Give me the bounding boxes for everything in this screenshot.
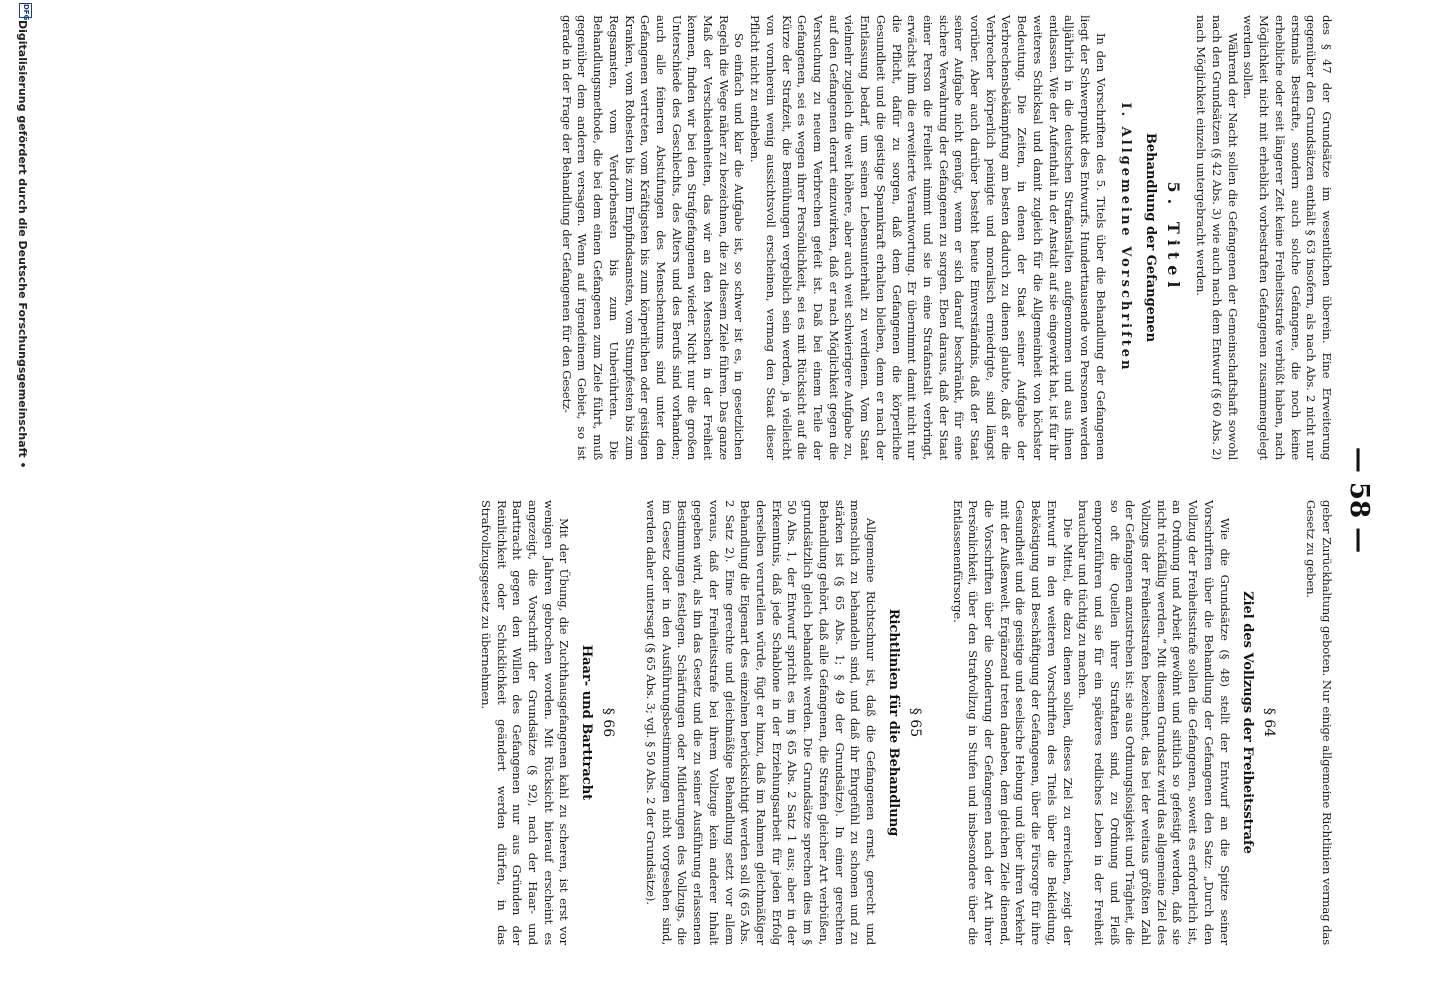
section-65-paragraph: Allgemeine Richtschnur ist, daß die Gefangenen ernst, gerecht und menschlich zu behandeln sind, und daß ihr Ehrgefühl zu schonen und zu stärken ist (§ 65 Abs. 1; § 49 der Grundsätze). In einer gerechten Behandlung gehört, daß alle Gefangenen, die Strafen gleicher Art verbüßen, grundsätzlich gleich behandelt werden. Die Grundsätze sprechen dies im § 50 Abs. 1, der Entwurf spricht es im § 65 Abs. 2 Satz 1 aus; aber in der Erkenntnis, daß jede Schablone in der Erziehungsarbeit für jeden Erfolg derselben verurteilen würde, fügt er hinzu, daß im Rahmen gleichmäßiger Behandlung die Eigenart des einzelnen berücksichtigt werden soll (§ 65 Abs. 2 Satz 2). Eine gerechte und gleichmäßige Behandlung setzt vor allem voraus, daß der Freiheitsstrafe bei ihrem Vollzuge kein anderer Inhalt gegeben wird, als ihn das Gesetz und die zu seiner Ausführung erlassenen Bestimmungen festlegen. Schärfungen oder Milderungen des Vollzugs, die im Gesetz oder in den Ausführungsbestimmungen nicht vorgesehen sind, werden daher untersagt (§ 65 Abs. 3; vgl. § 50 Abs. 2 der Grundsätze). (644, 500, 878, 945)
part-heading: I. Allgemeine Vorschriften (1117, 102, 1133, 373)
right-column (558, 15, 1334, 460)
title-subheading: Behandlung der Gefangenen (1142, 132, 1158, 343)
section-65-title: Richtlinien für die Behandlung (885, 608, 901, 837)
dfg-logo: DFG (19, 3, 32, 18)
section-64-title: Ziel des Vollzugs der Freiheitsstrafe (1239, 591, 1255, 854)
section-66-title: Haar- und Barttracht (579, 644, 595, 801)
section-65-number: § 65 (906, 707, 923, 738)
title-heading: 5. Titel (1163, 181, 1183, 294)
section-66-paragraph: Mit der Übung, die Zuchthausgefangenen kahl zu scheren, ist erst vor wenigen Jahren gebrochen worden. Mit Rücksicht hierauf erscheint es angezeigt, die Vorschrift der Grundsätze (§ 92), nach der Haar- und Barttracht gegen den Willen des Gefangenen nur aus Gründen der Reinlichkeit oder Schicklichkeit geändert werden dürfen, in das Strafvollzugsgesetz zu übernehmen. (478, 500, 572, 945)
body-paragraph: In den Vorschriften des 5. Titels über die Behandlung der Gefangenen liegt der Schwerpunkt des Entwurfs. Hunderttausende von Personen werden alljährlich in die deutschen Strafanstalten aufgenommen und aus ihnen entlassen. Wie der Aufenthalt in der Anstalt auf sie eingewirkt hat, ist für ihr weiteres Schicksal und damit zugleich für die Allgemeinheit von höchster Bedeutung. Die Zeiten, in denen der Staat seiner Aufgabe der Verbrechensbekämpfung am besten dadurch zu dienen glaubte, daß er die Verbrecher körperlich peinigte und moralisch erniedrigte, sind längst vorüber. Aber auch darüber besteht heute Einverständnis, daß der Staat seiner Aufgabe nicht genügt, wenn er sich darauf beschränkt, für eine sichere Verwahrung der Gefangenen zu sorgen. Eben daraus, daß der Staat einer Person die Freiheit nimmt und sie in eine Strafanstalt verbringt, erwächst ihm die erweiterte Verantwortung. Er übernimmt damit nicht nur die Pflicht, dafür zu sorgen, daß dem Gefangenen die körperliche Gesundheit und die geistige Spannkraft erhalten bleiben, denn er nach der Entlassung bedarf, um seinen Lebensunterhalt zu verdienen. Vom Staat vielmehr zugleich die weit höhere, aber auch weit schwierigere Aufgabe zu, auf den Gefangenen derart einzuwirken, daß er nach Möglichkeit gegen die Versuchung zu neuem Verbrechen gefeit ist. Daß bei einem Teile der Gefangenen, sei es wegen ihrer Persönlichkeit, sei es mit Rücksicht auf die Kürze der Strafzeit, die Bemühungen vergeblich sein werden, ja vielleicht von vornherein wenig aussichtsvoll erscheinen, vermag den Staat dieser Pflicht nicht zu entheben. (748, 15, 1108, 460)
section-64-paragraph: Die Mittel, die dazu dienen sollen, dieses Ziel zu erreichen, zeigt der Entwurf in den weiteren Vorschriften des Titels über die Bekleidung, Beköstigung und Beschäftigung der Gefangenen, über die Fürsorge für ihre Gesundheit und die geistige und seelische Hebung und über ihren Verkehr mit der Außenwelt. Ergänzend treten daneben, dem gleichen Ziele dienend, die Vorschriften über die Sonderung der Gefangenen nach der Art ihrer Persönlichkeit, über den Strafvollzug in Stufen und insbesondere über die Entlassenenfürsorge. (950, 500, 1075, 945)
section-64-paragraph: Wie die Grundsätze (§ 48) stellt der Entwurf an die Spitze seiner Vorschriften über die Behandlung der Gefangenen den Satz: „Durch den Vollzug der Freiheitsstrafe sollen die Gefangenen, soweit es erforderlich ist, an Ordnung und Arbeit gewöhnt und sittlich so gefestigt werden, daß sie nicht rückfällig werden.“ Mit diesem Grundsatz wird das allgemeine Ziel des Vollzugs der Freiheitsstrafen bezeichnet, das bei der weitaus größten Zahl der Gefangenen anzustreben ist: sie aus Ordnungslosigkeit und Trägheit, die so oft die Quellen ihrer Straftaten sind, zu Ordnung und Fleiß emporzuführen und sie für ein späteres redliches Leben in der Freiheit brauchbar und tüchtig zu machen. (1076, 500, 1232, 945)
body-paragraph: So einfach und klar die Aufgabe ist, so schwer ist es, in gesetzlichen Regeln die Wege näher zu bezeichnen, die zu diesem Ziele führen. Das ganze Maß der Verschiedenheiten, das wir an den Menschen in der Freiheit kennen, finden wir bei den Strafgefangenen wieder. Nicht nur die großen Unterschiede des Geschlechts, des Alters und des Berufs sind vorhanden; auch alle feineren Abstufungen des Menschentums sind unter den Gefangenen vertreten, vom Kräftigsten bis zum körperlichen oder geistigen Kranken, vom Rohesten bis zum Empfindsamsten, vom Stumpfesten bis zum Regsamsten, vom Verdorbensten bis zum Unberührten. Die Behandlungsmethode, die bei dem einen Gefangenen zum Ziele führt, muß gegenüber dem anderen versagen. Wenn auf irgendeinem Gebiet, so ist gerade in der Frage der Behandlung der Gefangenen für den Gesetz- (559, 15, 747, 460)
section-66-number: § 66 (600, 707, 617, 738)
intro-paragraph: des § 47 der Grundsätze im wesentlichen überein. Eine Erweiterung gegenüber den Grundsätzen enthält § 63 insofern, als nach Abs. 2 nicht nur erstmals Bestrafte, sondern auch solche Gefangene, die noch keine erhebliche oder seit längerer Zeit keine Freiheitsstrafe verbüßt haben, nach Möglichkeit nicht mit erheblich vorbestraften Gefangenen zusammengelegt werden sollen. (1241, 15, 1334, 460)
left-column (477, 500, 1334, 945)
digitization-note: Digitalisierung gefördert durch die Deutsche Forschungsgemeinschaft • (16, 20, 29, 469)
page-number: — 58 — (1344, 446, 1374, 554)
intro-paragraph: geber Zurückhaltung geboten. Nur einige allgemeine Richtlinien vermag das Gesetz zu geben. (1304, 500, 1334, 945)
section-64-number: § 64 (1260, 707, 1277, 738)
intro-paragraph: Während der Nacht sollen die Gefangenen der Gemeinschaftshaft sowohl nach den Grundsätzen (§ 42 Abs. 3) wie auch nach dem Entwurf (§ 60 Abs. 2) nach Möglichkeit einzeln untergebracht werden. (1194, 15, 1240, 460)
